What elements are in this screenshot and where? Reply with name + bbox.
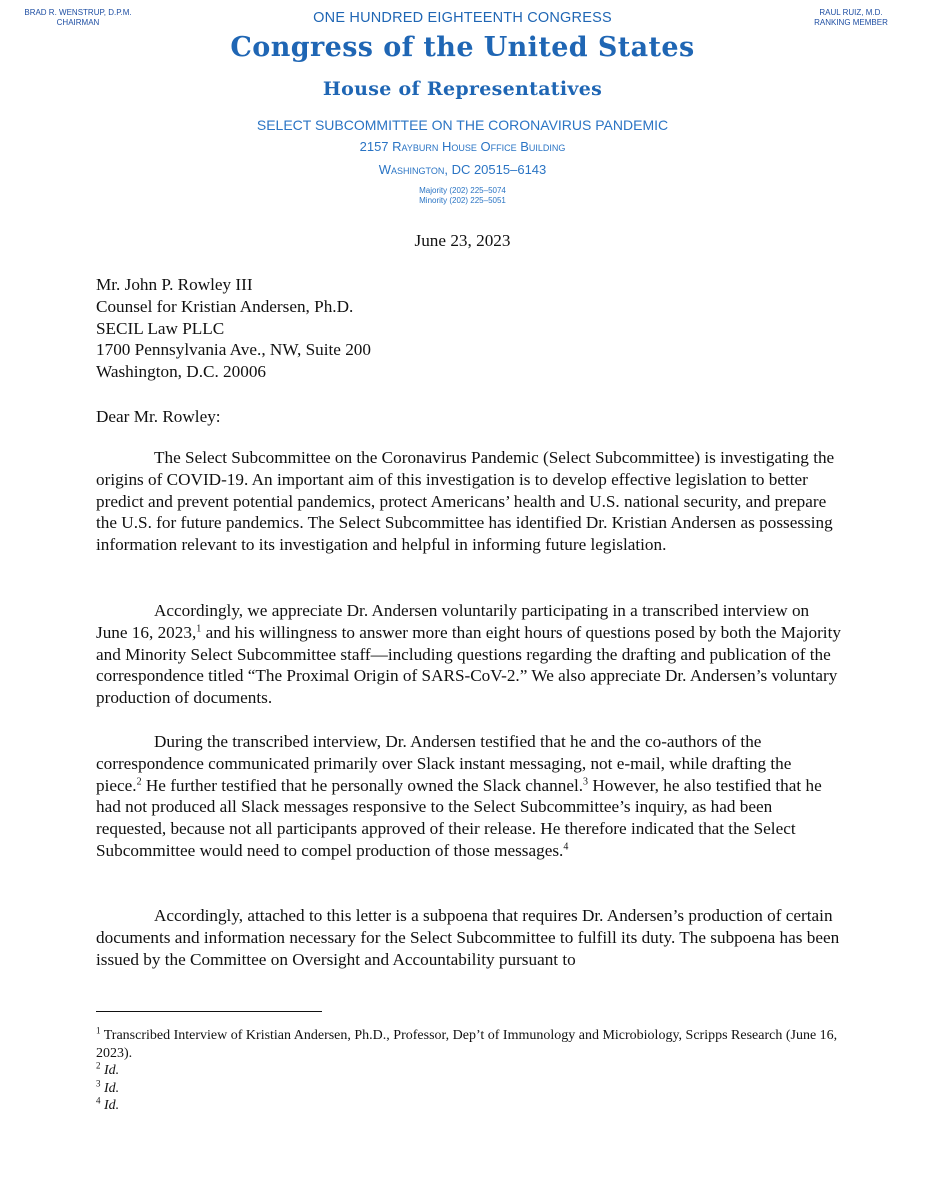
house-title: House of Representatives (322, 78, 603, 100)
subcommittee-name: SELECT SUBCOMMITTEE ON THE CORONAVIRUS PANDEMIC (256, 117, 669, 133)
footnote-ref[interactable]: 1 (196, 623, 202, 635)
recipient-line: 1700 Pennsylvania Ave., NW, Suite 200 (96, 340, 371, 360)
recipient-line: SECIL Law PLLC (96, 318, 225, 338)
recipient-address (96, 274, 841, 383)
office-city: Washington, DC 20515–6143 (378, 162, 547, 177)
footnote (96, 1027, 841, 1062)
chairman-title: CHAIRMAN (56, 18, 100, 27)
phone-numbers (0, 186, 925, 206)
footnote-number: 2 (96, 1060, 101, 1071)
phone-minority: Minority (202) 225–5051 (419, 196, 506, 205)
congress-number: ONE HUNDRED EIGHTEENTH CONGRESS (313, 10, 612, 26)
paragraph-4: Accordingly, attached to this letter is a subpoena that requires Dr. Andersen’s production of certain documents and information necessary for the Select Subcommittee to fulfill its duty. The subpoena has been issued by the Committee on Oversight and Accountability pursuant to (96, 906, 840, 969)
footnote (96, 1062, 841, 1080)
office-address: 2157 Rayburn House Office Building (359, 139, 566, 154)
footnote-text: Id. (104, 1063, 120, 1079)
footnote-divider (96, 1011, 322, 1012)
paragraph-1: The Select Subcommittee on the Coronavirus Pandemic (Select Subcommittee) is investigating the origins of COVID-19. An important aim of this investigation is to develop effective legislation to better predict and prevent potential pandemics, protect Americans’ health and U.S. national security, and prepare the U.S. for future pandemics. The Select Subcommittee has identified Dr. Kristian Andersen as possessing information relevant to its investigation and helpful in informing future legislation. (96, 448, 835, 555)
salutation: Dear Mr. Rowley: (96, 407, 221, 426)
paragraph-2-text: and his willingness to answer more than eight hours of questions posed by both the Majority and Minority Select Subcommittee staff—including questions regarding the drafting and publication of the correspondence titled “The Proximal Origin of SARS-CoV-2.” We also appreciate Dr. Andersen’s voluntary production of documents. (96, 622, 841, 708)
paragraph-2 (96, 600, 841, 709)
footnote-number: 3 (96, 1078, 101, 1089)
footnote-ref[interactable]: 4 (563, 841, 569, 853)
recipient-line: Washington, D.C. 20006 (96, 362, 267, 382)
phone-majority: Majority (202) 225–5074 (419, 186, 506, 195)
footnote-text: Transcribed Interview of Kristian Andersen, Ph.D., Professor, Dep’t of Immunology and Microbiology, Scripps Research (June 16, 2023). (96, 1028, 838, 1061)
footnote-ref[interactable]: 2 (136, 775, 142, 787)
ranking-member-name: RAUL RUIZ, M.D. (819, 8, 883, 17)
paragraph-3 (96, 731, 841, 862)
footnote-ref[interactable]: 3 (583, 775, 589, 787)
recipient-line: Counsel for Kristian Andersen, Ph.D. (96, 296, 354, 316)
paragraph-2-text: Accordingly, we appreciate Dr. Andersen voluntarily participating in a transcribed interview on June 16, 2023, (96, 601, 810, 642)
congress-title: Congress of the United States (230, 32, 695, 63)
footnote (96, 1080, 841, 1098)
recipient-line: Mr. John P. Rowley III (96, 275, 253, 294)
paragraph-3-text: He further testified that he personally owned the Slack channel. (141, 775, 584, 795)
footnote-number: 4 (96, 1095, 101, 1106)
footnote-text: Id. (104, 1080, 120, 1096)
paragraph-3-text: During the transcribed interview, Dr. Andersen testified that he and the co-authors of the correspondence communicated primarily over Slack instant messaging, not e-mail, while drafting the piece. (96, 732, 792, 795)
paragraph-3-text: However, he also testified that he had not produced all Slack messages responsive to the Select Subcommittee’s inquiry, as had been requested, because not all participants approved of their release. He therefore indicated that the Select Subcommittee would need to compel production of those messages. (96, 775, 822, 860)
chairman-name: BRAD R. WENSTRUP, D.P.M. (24, 8, 132, 17)
letter-date: June 23, 2023 (414, 231, 511, 250)
footnote (96, 1097, 841, 1115)
ranking-member-title: RANKING MEMBER (814, 18, 888, 27)
footnotes (96, 1027, 841, 1115)
letterhead (0, 0, 925, 215)
footnote-text: Id. (104, 1098, 120, 1114)
footnote-number: 1 (96, 1025, 101, 1036)
